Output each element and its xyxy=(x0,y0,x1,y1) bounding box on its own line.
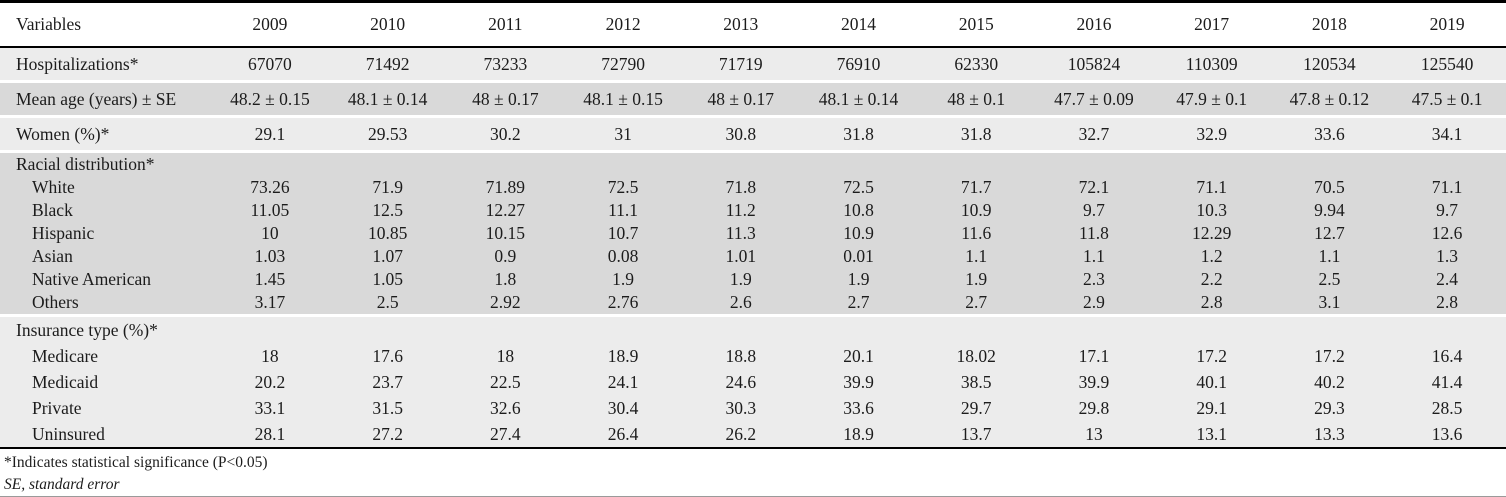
year-column-header: 2016 xyxy=(1035,3,1153,48)
table-cell: 23.7 xyxy=(329,369,447,395)
table-cell: 31 xyxy=(564,115,682,150)
table-cell: 12.5 xyxy=(329,199,447,222)
table-cell xyxy=(564,150,682,176)
table-cell xyxy=(1271,150,1389,176)
table-cell: 10.9 xyxy=(800,222,918,245)
table-cell: 9.94 xyxy=(1271,199,1389,222)
table-cell: 17.2 xyxy=(1153,343,1271,369)
table-cell: 11.3 xyxy=(682,222,800,245)
table-row xyxy=(0,115,1506,150)
year-column-header: 2019 xyxy=(1388,3,1506,48)
table-cell: 29.8 xyxy=(1035,395,1153,421)
table-cell: 29.3 xyxy=(1271,395,1389,421)
table-cell: 13 xyxy=(1035,421,1153,449)
table-cell: 47.8 ± 0.12 xyxy=(1271,80,1389,115)
table-cell: 1.03 xyxy=(211,245,329,268)
table-cell: 47.9 ± 0.1 xyxy=(1153,80,1271,115)
table-cell: 30.4 xyxy=(564,395,682,421)
table-cell: 29.1 xyxy=(211,115,329,150)
table-cell: 10.15 xyxy=(446,222,564,245)
table-cell: 71.7 xyxy=(917,176,1035,199)
table-row xyxy=(0,421,1506,449)
table-cell: 1.9 xyxy=(682,268,800,291)
table-cell: 1.8 xyxy=(446,268,564,291)
table-cell: 39.9 xyxy=(1035,369,1153,395)
table-cell: 48 ± 0.17 xyxy=(682,80,800,115)
table-cell: 48.1 ± 0.14 xyxy=(329,80,447,115)
row-label: Black xyxy=(0,199,211,222)
table-cell: 12.7 xyxy=(1271,222,1389,245)
row-label: Private xyxy=(0,395,211,421)
table-cell: 17.6 xyxy=(329,343,447,369)
table-cell: 38.5 xyxy=(917,369,1035,395)
table-cell: 1.07 xyxy=(329,245,447,268)
table-body xyxy=(0,48,1506,449)
row-label: Hispanic xyxy=(0,222,211,245)
table-cell: 18 xyxy=(446,343,564,369)
table-row xyxy=(0,222,1506,245)
table-cell: 10.3 xyxy=(1153,199,1271,222)
table-row xyxy=(0,199,1506,222)
table-cell xyxy=(1153,150,1271,176)
table-cell: 73233 xyxy=(446,48,564,80)
table-cell: 13.6 xyxy=(1388,421,1506,449)
year-column-header: 2012 xyxy=(564,3,682,48)
table-cell: 10.7 xyxy=(564,222,682,245)
table-row xyxy=(0,245,1506,268)
table-cell: 71.1 xyxy=(1388,176,1506,199)
table-cell: 1.45 xyxy=(211,268,329,291)
table-cell: 1.9 xyxy=(917,268,1035,291)
table-cell xyxy=(211,150,329,176)
year-column-header: 2011 xyxy=(446,3,564,48)
table-cell xyxy=(682,150,800,176)
table-cell: 29.53 xyxy=(329,115,447,150)
table-cell: 48.1 ± 0.15 xyxy=(564,80,682,115)
table-cell: 2.92 xyxy=(446,291,564,314)
table-cell: 67070 xyxy=(211,48,329,80)
table-cell xyxy=(329,150,447,176)
table-cell xyxy=(1035,150,1153,176)
table-row xyxy=(0,314,1506,343)
table-cell: 12.29 xyxy=(1153,222,1271,245)
table-cell: 125540 xyxy=(1388,48,1506,80)
table-cell: 11.05 xyxy=(211,199,329,222)
table-cell: 3.17 xyxy=(211,291,329,314)
table-cell xyxy=(211,314,329,343)
table-row xyxy=(0,291,1506,314)
table-cell: 30.2 xyxy=(446,115,564,150)
row-label: Hospitalizations* xyxy=(0,48,211,80)
section-label: Racial distribution* xyxy=(0,150,211,176)
year-column-header: 2013 xyxy=(682,3,800,48)
table-cell: 40.2 xyxy=(1271,369,1389,395)
table-cell: 110309 xyxy=(1153,48,1271,80)
footnote: *Indicates statistical significance (P<0.05) xyxy=(4,454,268,471)
table-footnotes xyxy=(0,449,1506,497)
table-header-row xyxy=(0,3,1506,48)
table-cell xyxy=(1388,314,1506,343)
table-cell xyxy=(1271,314,1389,343)
table-cell: 29.1 xyxy=(1153,395,1271,421)
row-label: Uninsured xyxy=(0,421,211,449)
table-cell: 11.2 xyxy=(682,199,800,222)
table-cell: 18.8 xyxy=(682,343,800,369)
table-cell: 24.6 xyxy=(682,369,800,395)
table-cell xyxy=(917,150,1035,176)
table-cell: 3.1 xyxy=(1271,291,1389,314)
table-cell: 48.1 ± 0.14 xyxy=(800,80,918,115)
table-cell: 1.3 xyxy=(1388,245,1506,268)
table-cell: 31.8 xyxy=(917,115,1035,150)
table-cell: 13.3 xyxy=(1271,421,1389,449)
table-cell: 1.9 xyxy=(800,268,918,291)
table-cell: 71.89 xyxy=(446,176,564,199)
table-cell: 9.7 xyxy=(1388,199,1506,222)
footnote: SE, standard error xyxy=(4,476,120,493)
table-cell: 48.2 ± 0.15 xyxy=(211,80,329,115)
table-cell: 73.26 xyxy=(211,176,329,199)
table-cell: 0.01 xyxy=(800,245,918,268)
table-cell: 18.9 xyxy=(564,343,682,369)
year-column-header: 2017 xyxy=(1153,3,1271,48)
table-cell: 27.2 xyxy=(329,421,447,449)
table-cell: 28.1 xyxy=(211,421,329,449)
table-cell: 120534 xyxy=(1271,48,1389,80)
table-cell: 2.9 xyxy=(1035,291,1153,314)
table-cell: 76910 xyxy=(800,48,918,80)
table-cell: 40.1 xyxy=(1153,369,1271,395)
table-cell: 48 ± 0.1 xyxy=(917,80,1035,115)
table-cell: 105824 xyxy=(1035,48,1153,80)
section-label: Insurance type (%)* xyxy=(0,314,211,343)
table-row xyxy=(0,369,1506,395)
table-cell: 71492 xyxy=(329,48,447,80)
table-cell: 34.1 xyxy=(1388,115,1506,150)
table-cell: 71.1 xyxy=(1153,176,1271,199)
table-cell: 22.5 xyxy=(446,369,564,395)
table-cell: 2.5 xyxy=(329,291,447,314)
table-cell xyxy=(1153,314,1271,343)
table-cell: 13.7 xyxy=(917,421,1035,449)
table-cell xyxy=(564,314,682,343)
table-cell: 2.7 xyxy=(917,291,1035,314)
table-cell: 71.9 xyxy=(329,176,447,199)
year-column-header: 2009 xyxy=(211,3,329,48)
table-cell xyxy=(1035,314,1153,343)
table-cell: 71719 xyxy=(682,48,800,80)
table-cell: 1.9 xyxy=(564,268,682,291)
table-cell xyxy=(800,150,918,176)
table-cell: 29.7 xyxy=(917,395,1035,421)
table-cell: 20.1 xyxy=(800,343,918,369)
table-cell: 28.5 xyxy=(1388,395,1506,421)
table-cell: 12.6 xyxy=(1388,222,1506,245)
table-cell: 48 ± 0.17 xyxy=(446,80,564,115)
table-cell: 18 xyxy=(211,343,329,369)
table-cell: 33.6 xyxy=(800,395,918,421)
table-cell: 62330 xyxy=(917,48,1035,80)
table-cell: 24.1 xyxy=(564,369,682,395)
row-label: Others xyxy=(0,291,211,314)
table-cell xyxy=(682,314,800,343)
table-cell: 2.7 xyxy=(800,291,918,314)
table-cell: 2.76 xyxy=(564,291,682,314)
table-cell: 11.8 xyxy=(1035,222,1153,245)
table-cell: 1.1 xyxy=(1271,245,1389,268)
table-cell xyxy=(1388,150,1506,176)
table-cell: 32.9 xyxy=(1153,115,1271,150)
year-column-header: 2018 xyxy=(1271,3,1389,48)
table-cell: 9.7 xyxy=(1035,199,1153,222)
table-cell: 39.9 xyxy=(800,369,918,395)
table-cell: 10.85 xyxy=(329,222,447,245)
table-cell: 32.7 xyxy=(1035,115,1153,150)
table-cell: 10.9 xyxy=(917,199,1035,222)
year-column-header: 2014 xyxy=(800,3,918,48)
table-cell: 33.1 xyxy=(211,395,329,421)
table-cell xyxy=(329,314,447,343)
row-label: White xyxy=(0,176,211,199)
table-cell: 72.5 xyxy=(800,176,918,199)
table-cell: 2.6 xyxy=(682,291,800,314)
row-label: Medicaid xyxy=(0,369,211,395)
table-cell: 41.4 xyxy=(1388,369,1506,395)
table-cell: 30.8 xyxy=(682,115,800,150)
table-cell: 1.05 xyxy=(329,268,447,291)
table-cell: 2.8 xyxy=(1153,291,1271,314)
table-cell: 16.4 xyxy=(1388,343,1506,369)
table-cell: 26.2 xyxy=(682,421,800,449)
table-row xyxy=(0,343,1506,369)
table-cell: 17.1 xyxy=(1035,343,1153,369)
table-cell: 2.8 xyxy=(1388,291,1506,314)
table-cell: 72.1 xyxy=(1035,176,1153,199)
table-cell: 1.2 xyxy=(1153,245,1271,268)
table-cell: 2.3 xyxy=(1035,268,1153,291)
table-cell: 18.02 xyxy=(917,343,1035,369)
year-column-header: 2010 xyxy=(329,3,447,48)
table-cell: 72.5 xyxy=(564,176,682,199)
table-row xyxy=(0,268,1506,291)
table-cell: 17.2 xyxy=(1271,343,1389,369)
table-cell: 2.4 xyxy=(1388,268,1506,291)
table-row xyxy=(0,176,1506,199)
table-cell: 71.8 xyxy=(682,176,800,199)
table-cell: 72790 xyxy=(564,48,682,80)
table-cell: 18.9 xyxy=(800,421,918,449)
table-cell: 2.2 xyxy=(1153,268,1271,291)
table-cell xyxy=(917,314,1035,343)
table-cell: 1.1 xyxy=(917,245,1035,268)
table-cell xyxy=(800,314,918,343)
table-cell: 10 xyxy=(211,222,329,245)
table-cell: 47.5 ± 0.1 xyxy=(1388,80,1506,115)
table-row xyxy=(0,395,1506,421)
table-cell: 27.4 xyxy=(446,421,564,449)
table-cell: 26.4 xyxy=(564,421,682,449)
table-cell: 33.6 xyxy=(1271,115,1389,150)
table-cell: 0.08 xyxy=(564,245,682,268)
table-cell: 13.1 xyxy=(1153,421,1271,449)
table-cell: 1.01 xyxy=(682,245,800,268)
table-cell: 47.7 ± 0.09 xyxy=(1035,80,1153,115)
table-cell: 1.1 xyxy=(1035,245,1153,268)
table-cell: 12.27 xyxy=(446,199,564,222)
table-cell: 10.8 xyxy=(800,199,918,222)
table-cell: 11.1 xyxy=(564,199,682,222)
table-cell: 0.9 xyxy=(446,245,564,268)
table-row xyxy=(0,48,1506,80)
table-cell: 31.5 xyxy=(329,395,447,421)
table-cell: 20.2 xyxy=(211,369,329,395)
table-header xyxy=(0,3,1506,48)
row-label: Medicare xyxy=(0,343,211,369)
table-row xyxy=(0,80,1506,115)
row-label: Asian xyxy=(0,245,211,268)
table-row xyxy=(0,150,1506,176)
row-label: Women (%)* xyxy=(0,115,211,150)
table-cell: 11.6 xyxy=(917,222,1035,245)
table-cell: 31.8 xyxy=(800,115,918,150)
variables-column-header: Variables xyxy=(0,3,211,48)
table-cell xyxy=(446,150,564,176)
table-cell: 70.5 xyxy=(1271,176,1389,199)
table-cell: 30.3 xyxy=(682,395,800,421)
row-label: Native American xyxy=(0,268,211,291)
table-cell: 32.6 xyxy=(446,395,564,421)
year-column-header: 2015 xyxy=(917,3,1035,48)
row-label: Mean age (years) ± SE xyxy=(0,80,211,115)
table-cell: 2.5 xyxy=(1271,268,1389,291)
table-cell xyxy=(446,314,564,343)
